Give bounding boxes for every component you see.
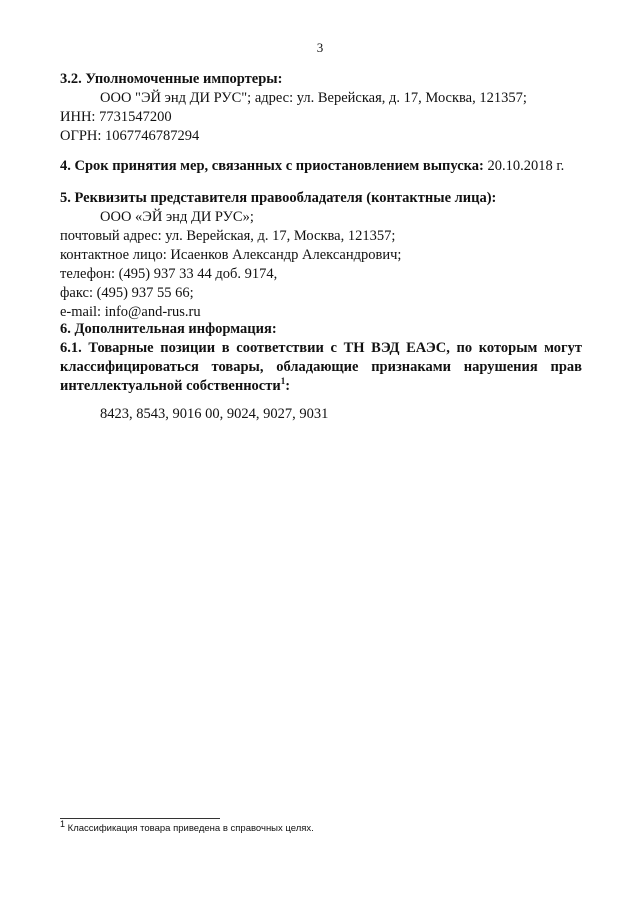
section-3-2 [60,70,582,146]
inn-line: ИНН: 7731547200 [60,109,172,125]
tn-ved-codes: 8423, 8543, 9016 00, 9024, 9027, 9031 [100,406,329,422]
email-line: e-mail: info@and-rus.ru [60,304,201,320]
section-6 [60,320,582,396]
page-number: 3 [316,40,324,55]
section-6-1-line-1: 6.1. Товарные позиции в соответствии с ТН ВЭД ЕАЭС, по которым могут [60,340,582,356]
footnote-reference: 1 [280,376,286,387]
section-5 [60,189,582,322]
phone-line: телефон: (495) 937 33 44 доб. 9174, [60,266,278,282]
contact-person-line: контактное лицо: Исаенков Александр Александрович; [60,247,402,263]
section-6-1-line-2: классифицироваться товары, обладающие признаками нарушения прав [60,359,582,375]
footnote [60,818,314,835]
section-4-value: 20.10.2018 г. [487,158,565,174]
footnote-divider [60,818,220,819]
section-6-1-colon: : [285,378,291,394]
section-6-heading: 6. Дополнительная информация: [60,321,277,337]
section-5-heading: 5. Реквизиты представителя правообладателя (контактные лица): [60,190,497,206]
company-line: ООО «ЭЙ энд ДИ РУС»; [100,209,254,225]
fax-line: факс: (495) 937 55 66; [60,285,194,301]
ogrn-line: ОГРН: 1067746787294 [60,128,200,144]
section-4-heading: 4. Срок принятия мер, связанных с приостановлением выпуска: [60,158,484,174]
postal-address-line: почтовый адрес: ул. Верейская, д. 17, Москва, 121357; [60,228,396,244]
footnote-text: Классификация товара приведена в справочных целях. [67,823,314,834]
importer-line: ООО "ЭЙ энд ДИ РУС"; адрес: ул. Верейская, д. 17, Москва, 121357; [100,90,527,106]
section-3-2-heading: 3.2. Уполномоченные импортеры: [60,71,283,87]
section-4 [60,157,582,176]
footnote-mark: 1 [60,818,66,829]
section-6-1-line-3: интеллектуальной собственности [60,378,281,394]
